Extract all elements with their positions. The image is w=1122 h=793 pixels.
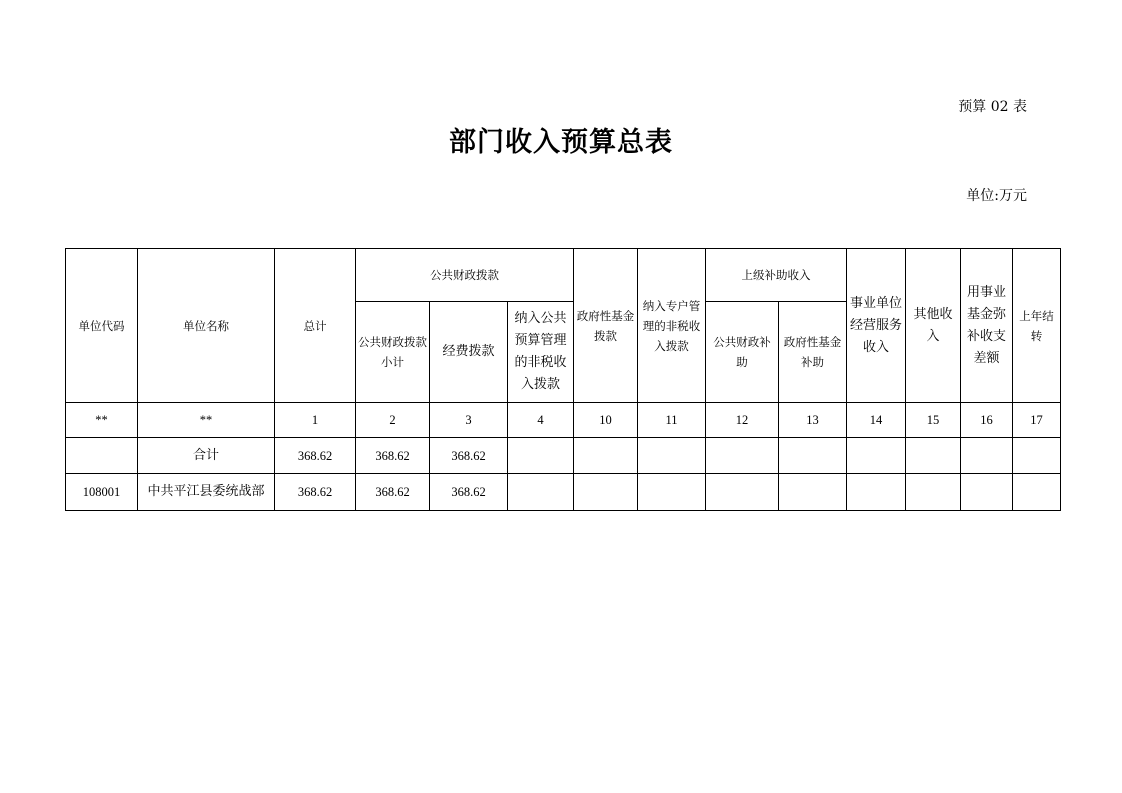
- empty-cell: [906, 474, 961, 511]
- empty-cell: [847, 474, 906, 511]
- empty-cell: [706, 474, 779, 511]
- empty-cell: [574, 474, 638, 511]
- empty-cell: [638, 438, 706, 474]
- unit-label: 单位:万元: [966, 188, 1027, 204]
- empty-cell: [847, 438, 906, 474]
- index-cell: 13: [779, 403, 847, 438]
- index-cell: 12: [706, 403, 779, 438]
- empty-cell: [574, 438, 638, 474]
- index-cell: **: [66, 403, 138, 438]
- empty-cell: [508, 438, 574, 474]
- header-public-finance-subtotal: 公共财政拨款小计: [356, 302, 430, 403]
- row-subtotal-cell: 368.62: [356, 474, 430, 511]
- total-code-cell: [66, 438, 138, 474]
- header-non-tax-special: 纳入专户管理的非税收入拨款: [638, 249, 706, 403]
- index-cell: 11: [638, 403, 706, 438]
- index-row: [66, 403, 1061, 438]
- header-public-finance: 公共财政拨款: [356, 249, 574, 302]
- header-superior-subsidy: 上级补助收入: [706, 249, 847, 302]
- index-cell: 3: [430, 403, 508, 438]
- header-gov-fund: 政府性基金拨款: [574, 249, 638, 403]
- header-non-tax-public: 纳入公共预算管理的非税收入拨款: [508, 302, 574, 403]
- index-cell: **: [138, 403, 275, 438]
- index-cell: 14: [847, 403, 906, 438]
- header-unit-code: 单位代码: [66, 249, 138, 403]
- total-name-cell: 合计: [138, 438, 275, 474]
- empty-cell: [1013, 438, 1061, 474]
- header-carryover: 上年结转: [1013, 249, 1061, 403]
- total-row: [66, 438, 1061, 474]
- budget-table: [65, 248, 1061, 511]
- header-unit-name: 单位名称: [138, 249, 275, 403]
- index-cell: 10: [574, 403, 638, 438]
- index-cell: 15: [906, 403, 961, 438]
- empty-cell: [1013, 474, 1061, 511]
- row-funding-cell: 368.62: [430, 474, 508, 511]
- unit-name-cell: 中共平江县委统战部: [138, 474, 275, 511]
- index-cell: 16: [961, 403, 1013, 438]
- empty-cell: [961, 438, 1013, 474]
- empty-cell: [706, 438, 779, 474]
- total-funding-cell: 368.62: [430, 438, 508, 474]
- index-cell: 17: [1013, 403, 1061, 438]
- unit-code-cell: 108001: [66, 474, 138, 511]
- header-funding-allocation: 经费拨款: [430, 302, 508, 403]
- header-total: 总计: [275, 249, 356, 403]
- empty-cell: [961, 474, 1013, 511]
- header-other-income: 其他收入: [906, 249, 961, 403]
- header-gov-fund-subsidy: 政府性基金补助: [779, 302, 847, 403]
- row-total-cell: 368.62: [275, 474, 356, 511]
- header-public-finance-subsidy: 公共财政补助: [706, 302, 779, 403]
- empty-cell: [906, 438, 961, 474]
- total-total-cell: 368.62: [275, 438, 356, 474]
- total-subtotal-cell: 368.62: [356, 438, 430, 474]
- empty-cell: [779, 474, 847, 511]
- index-cell: 2: [356, 403, 430, 438]
- table-row: [66, 474, 1061, 511]
- page-title: 部门收入预算总表: [449, 127, 673, 158]
- index-cell: 4: [508, 403, 574, 438]
- empty-cell: [638, 474, 706, 511]
- empty-cell: [508, 474, 574, 511]
- form-number: 预算 02 表: [958, 99, 1027, 115]
- index-cell: 1: [275, 403, 356, 438]
- header-fund-to-cover: 用事业基金弥补收支差额: [961, 249, 1013, 403]
- header-business-income: 事业单位经营服务收入: [847, 249, 906, 403]
- empty-cell: [779, 438, 847, 474]
